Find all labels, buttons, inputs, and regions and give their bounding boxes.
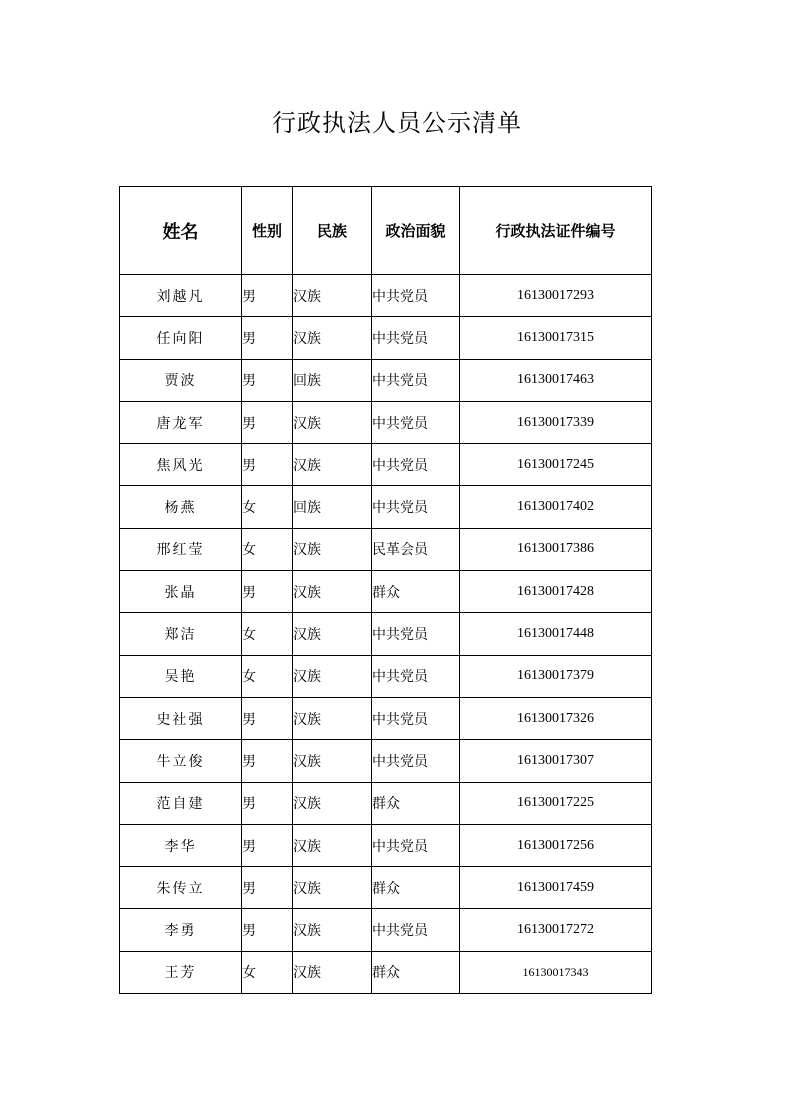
cell-political-status: 中共党员 [372,275,460,317]
cell-political-status: 中共党员 [372,655,460,697]
cell-cert-number: 16130017293 [460,275,652,317]
cell-ethnicity: 汉族 [293,782,372,824]
cell-political-status: 中共党员 [372,740,460,782]
cell-cert-number: 16130017225 [460,782,652,824]
cell-political-status: 中共党员 [372,317,460,359]
cell-political-status: 中共党员 [372,697,460,739]
cell-name: 贾波 [120,359,242,401]
cell-name: 史社强 [120,697,242,739]
header-name: 姓名 [120,187,242,275]
table-row [120,359,652,401]
cell-cert-number: 16130017256 [460,824,652,866]
cell-cert-number: 16130017343 [460,951,652,993]
cell-gender: 男 [242,824,293,866]
table-body [120,275,652,994]
cell-gender: 女 [242,613,293,655]
cell-ethnicity: 汉族 [293,275,372,317]
cell-gender: 男 [242,444,293,486]
cell-name: 任向阳 [120,317,242,359]
personnel-table [119,186,652,994]
cell-ethnicity: 汉族 [293,613,372,655]
cell-political-status: 中共党员 [372,401,460,443]
cell-gender: 女 [242,528,293,570]
cell-political-status: 群众 [372,951,460,993]
cell-cert-number: 16130017448 [460,613,652,655]
header-gender: 性别 [242,187,293,275]
cell-gender: 男 [242,697,293,739]
cell-cert-number: 16130017315 [460,317,652,359]
cell-gender: 女 [242,655,293,697]
table-row [120,275,652,317]
cell-cert-number: 16130017245 [460,444,652,486]
cell-gender: 男 [242,359,293,401]
cell-ethnicity: 汉族 [293,740,372,782]
cell-political-status: 中共党员 [372,909,460,951]
cell-political-status: 群众 [372,867,460,909]
cell-cert-number: 16130017272 [460,909,652,951]
header-political-status: 政治面貌 [372,187,460,275]
table-row [120,401,652,443]
cell-political-status: 中共党员 [372,486,460,528]
table-row [120,528,652,570]
cell-name: 邢红莹 [120,528,242,570]
cell-ethnicity: 回族 [293,359,372,401]
table-row [120,909,652,951]
cell-name: 焦风光 [120,444,242,486]
cell-ethnicity: 回族 [293,486,372,528]
cell-gender: 女 [242,486,293,528]
cell-political-status: 中共党员 [372,824,460,866]
cell-ethnicity: 汉族 [293,909,372,951]
cell-political-status: 中共党员 [372,444,460,486]
cell-gender: 男 [242,782,293,824]
cell-name: 吴艳 [120,655,242,697]
cell-gender: 男 [242,275,293,317]
cell-ethnicity: 汉族 [293,444,372,486]
cell-cert-number: 16130017428 [460,571,652,613]
cell-cert-number: 16130017339 [460,401,652,443]
cell-political-status: 中共党员 [372,359,460,401]
cell-cert-number: 16130017463 [460,359,652,401]
table-row [120,655,652,697]
cell-cert-number: 16130017459 [460,867,652,909]
cell-name: 王芳 [120,951,242,993]
cell-gender: 男 [242,401,293,443]
cell-ethnicity: 汉族 [293,571,372,613]
cell-cert-number: 16130017386 [460,528,652,570]
cell-name: 刘越凡 [120,275,242,317]
cell-ethnicity: 汉族 [293,867,372,909]
table-row [120,317,652,359]
cell-gender: 男 [242,909,293,951]
cell-name: 范自建 [120,782,242,824]
table-row [120,571,652,613]
cell-name: 牛立俊 [120,740,242,782]
table-row [120,824,652,866]
cell-ethnicity: 汉族 [293,697,372,739]
table-row [120,613,652,655]
table-header-row [120,187,652,275]
cell-cert-number: 16130017307 [460,740,652,782]
cell-name: 杨燕 [120,486,242,528]
page-title: 行政执法人员公示清单 [272,109,522,137]
cell-cert-number: 16130017379 [460,655,652,697]
table-row [120,951,652,993]
table-row [120,444,652,486]
cell-ethnicity: 汉族 [293,824,372,866]
table-row [120,782,652,824]
cell-name: 李勇 [120,909,242,951]
cell-ethnicity: 汉族 [293,528,372,570]
cell-ethnicity: 汉族 [293,655,372,697]
cell-name: 唐龙军 [120,401,242,443]
cell-ethnicity: 汉族 [293,317,372,359]
cell-gender: 男 [242,317,293,359]
cell-gender: 男 [242,867,293,909]
cell-name: 张晶 [120,571,242,613]
cell-gender: 女 [242,951,293,993]
header-cert-number: 行政执法证件编号 [460,187,652,275]
cell-name: 朱传立 [120,867,242,909]
cell-name: 郑洁 [120,613,242,655]
cell-name: 李华 [120,824,242,866]
cell-political-status: 群众 [372,571,460,613]
table-row [120,867,652,909]
cell-cert-number: 16130017402 [460,486,652,528]
cell-cert-number: 16130017326 [460,697,652,739]
table-row [120,697,652,739]
table-row [120,740,652,782]
cell-political-status: 群众 [372,782,460,824]
cell-ethnicity: 汉族 [293,951,372,993]
cell-political-status: 民革会员 [372,528,460,570]
cell-ethnicity: 汉族 [293,401,372,443]
header-ethnicity: 民族 [293,187,372,275]
table-row [120,486,652,528]
cell-gender: 男 [242,740,293,782]
cell-political-status: 中共党员 [372,613,460,655]
cell-gender: 男 [242,571,293,613]
